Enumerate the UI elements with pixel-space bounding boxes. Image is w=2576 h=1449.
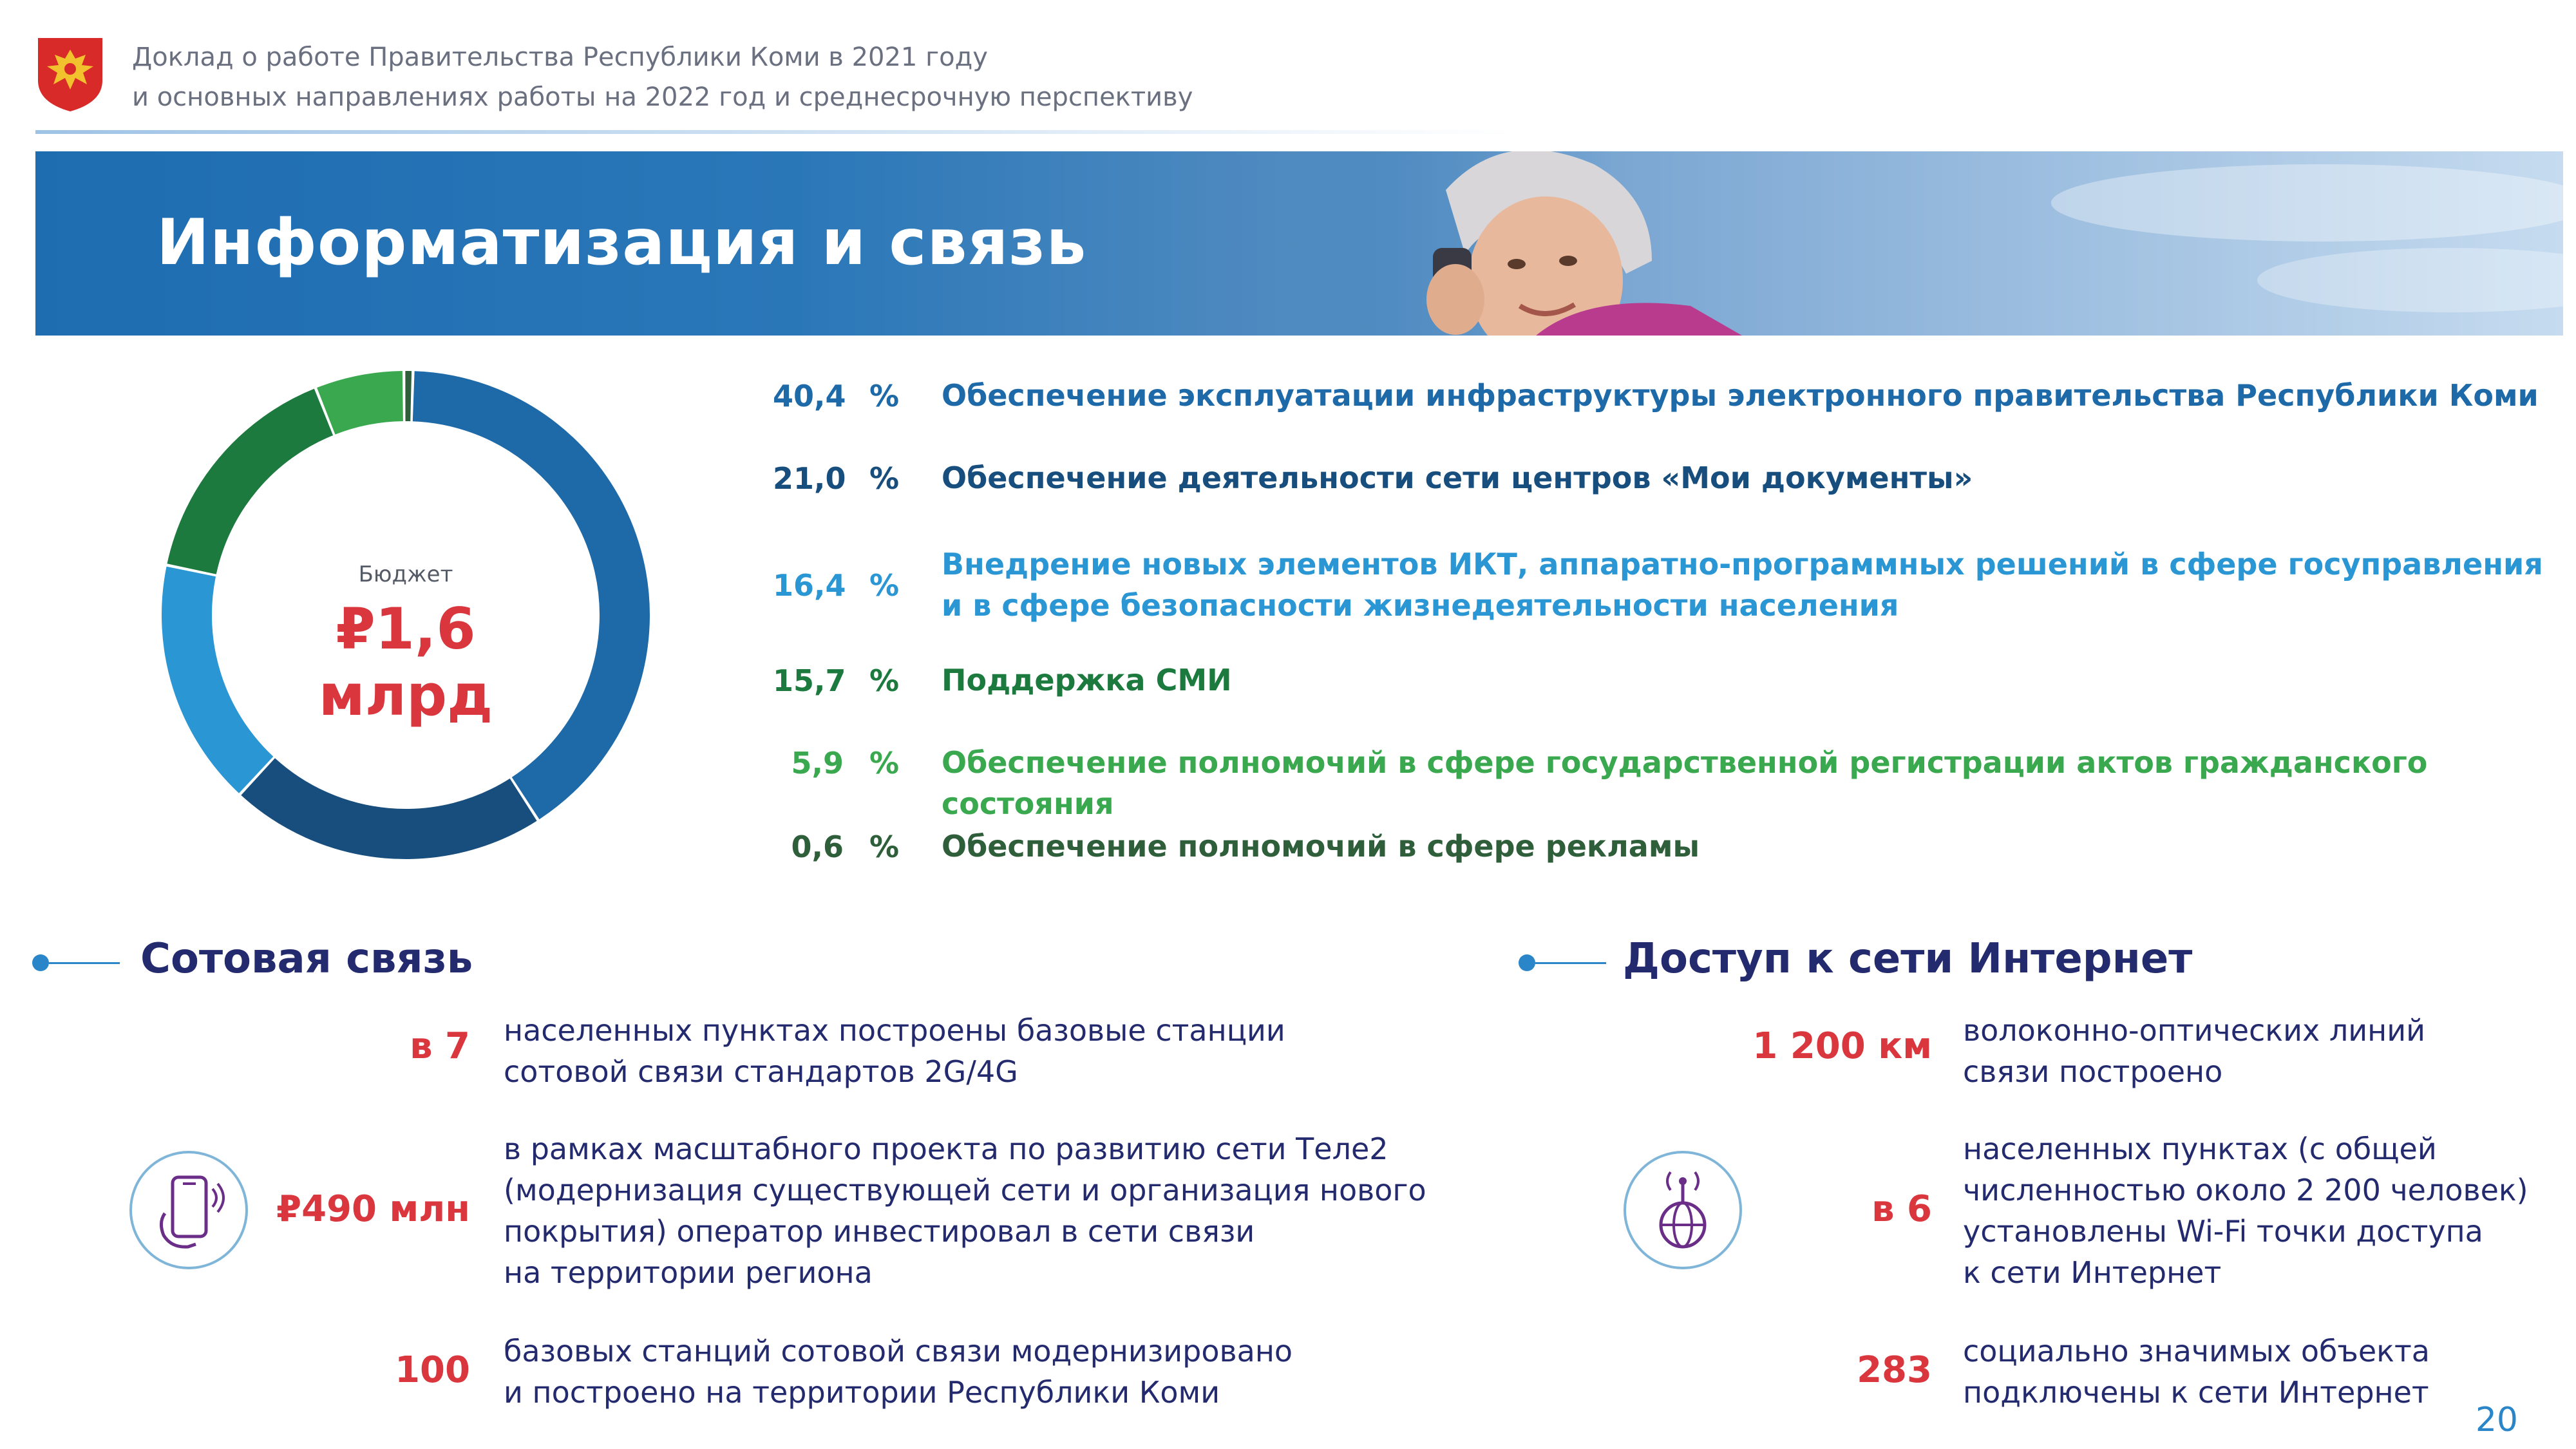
- legend-percent-sign: %: [869, 461, 900, 496]
- cellular-stat-text-2: [504, 1128, 1426, 1293]
- internet-stat-value-3: 283: [1857, 1349, 1932, 1391]
- legend-percent-sign: %: [869, 663, 900, 698]
- legend-percent: 16,4: [773, 568, 846, 603]
- text-line: подключены к сети Интернет: [1963, 1375, 2429, 1410]
- legend-description: [942, 457, 2552, 498]
- woman-on-phone-photo: [1291, 151, 2563, 336]
- page-title: Информатизация и связь: [156, 206, 1087, 279]
- text-line: в рамках масштабного проекта по развитию сети Теле2: [504, 1132, 1388, 1166]
- text-line: численностью около 2 200 человек): [1963, 1173, 2528, 1208]
- header-divider: [35, 130, 1517, 134]
- internet-stat-text-1: [1963, 1010, 2425, 1092]
- legend-percent-sign: %: [869, 746, 900, 781]
- legend-percent: 0,6: [791, 829, 844, 864]
- legend-percent: 15,7: [773, 663, 846, 698]
- text-line: и построено на территории Республики Коми: [504, 1375, 1220, 1410]
- document-title-line2: и основных направлениях работы на 2022 год и среднесрочную перспективу: [132, 82, 1193, 112]
- text-line: населенных пунктах построены базовые станции: [504, 1013, 1285, 1048]
- text-line: к сети Интернет: [1963, 1255, 2222, 1290]
- donut-slice-4: [192, 412, 324, 569]
- internet-stat-value-1: 1 200 км: [1752, 1025, 1932, 1067]
- section-bullet-line: [49, 962, 120, 964]
- legend-description: [942, 742, 2552, 824]
- donut-slice-2: [258, 777, 524, 834]
- legend-description-line: Обеспечение эксплуатации инфраструктуры электронного правительства Республики Коми: [942, 378, 2539, 413]
- legend-description-line: Внедрение новых элементов ИКТ, аппаратно-программных решений в сфере госуправления: [942, 547, 2543, 582]
- page-number: 20: [2475, 1401, 2518, 1439]
- legend-description-line: и в сфере безопасности жизнедеятельности населения: [942, 588, 1899, 623]
- legend-percent-sign: %: [869, 379, 900, 413]
- section-bullet-dot: [32, 954, 49, 971]
- cellular-section-title: Сотовая связь: [140, 935, 473, 983]
- donut-slice-5: [326, 396, 402, 411]
- legend-description-line: Обеспечение полномочий в сфере государственной регистрации актов гражданского состояния: [942, 745, 2428, 821]
- document-title: [132, 37, 1193, 117]
- text-line: связи построено: [1963, 1054, 2223, 1089]
- text-line: социально значимых объекта: [1963, 1334, 2430, 1368]
- budget-caption: Бюджет: [358, 562, 453, 587]
- legend-percent-sign: %: [869, 568, 900, 603]
- legend-description-line: Поддержка СМИ: [942, 663, 1232, 697]
- budget-value: ₽1,6 млрд: [318, 596, 493, 728]
- text-line: на территории региона: [504, 1255, 873, 1290]
- internet-stat-text-2: [1963, 1128, 2528, 1293]
- cellular-stat-value-2: ₽490 млн: [276, 1188, 470, 1230]
- text-line: покрытия) оператор инвестировал в сети связи: [504, 1214, 1255, 1249]
- legend-description: [942, 659, 2552, 701]
- document-title-line1: Доклад о работе Правительства Республики Коми в 2021 году: [132, 43, 988, 72]
- cellular-stat-text-3: [504, 1331, 1293, 1413]
- cellular-stat-value-1: в 7: [410, 1025, 470, 1067]
- text-line: населенных пунктах (с общей: [1963, 1132, 2437, 1166]
- section-banner: [35, 151, 2563, 336]
- text-line: сотовой связи стандартов 2G/4G: [504, 1054, 1018, 1089]
- legend-percent: 5,9: [791, 746, 844, 781]
- legend-description-line: Обеспечение деятельности сети центров «Мои документы»: [942, 460, 1973, 495]
- legend-percent: 40,4: [773, 379, 846, 413]
- coat-of-arms-icon: [35, 35, 105, 113]
- phone-signal-icon: [129, 1150, 249, 1270]
- internet-stat-value-2: в 6: [1871, 1188, 1932, 1230]
- legend-description-line: Обеспечение полномочий в сфере рекламы: [942, 829, 1700, 864]
- legend-description: [942, 375, 2552, 416]
- internet-section-title: Доступ к сети Интернет: [1623, 935, 2193, 983]
- legend-percent: 21,0: [773, 461, 846, 496]
- text-line: установлены Wi-Fi точки доступа: [1963, 1214, 2483, 1249]
- text-line: (модернизация существующей сети и организация нового: [504, 1173, 1426, 1208]
- legend-description: [942, 826, 2552, 867]
- section-bullet-dot: [1519, 954, 1535, 971]
- cellular-stat-text-1: [504, 1010, 1285, 1092]
- legend-description: [942, 544, 2552, 626]
- cellular-stat-value-3: 100: [395, 1349, 470, 1391]
- text-line: базовых станций сотовой связи модернизировано: [504, 1334, 1293, 1368]
- legend-percent-sign: %: [869, 829, 900, 864]
- internet-stat-text-3: [1963, 1331, 2430, 1413]
- text-line: волоконно-оптических линий: [1963, 1013, 2425, 1048]
- section-bullet-line: [1535, 962, 1606, 964]
